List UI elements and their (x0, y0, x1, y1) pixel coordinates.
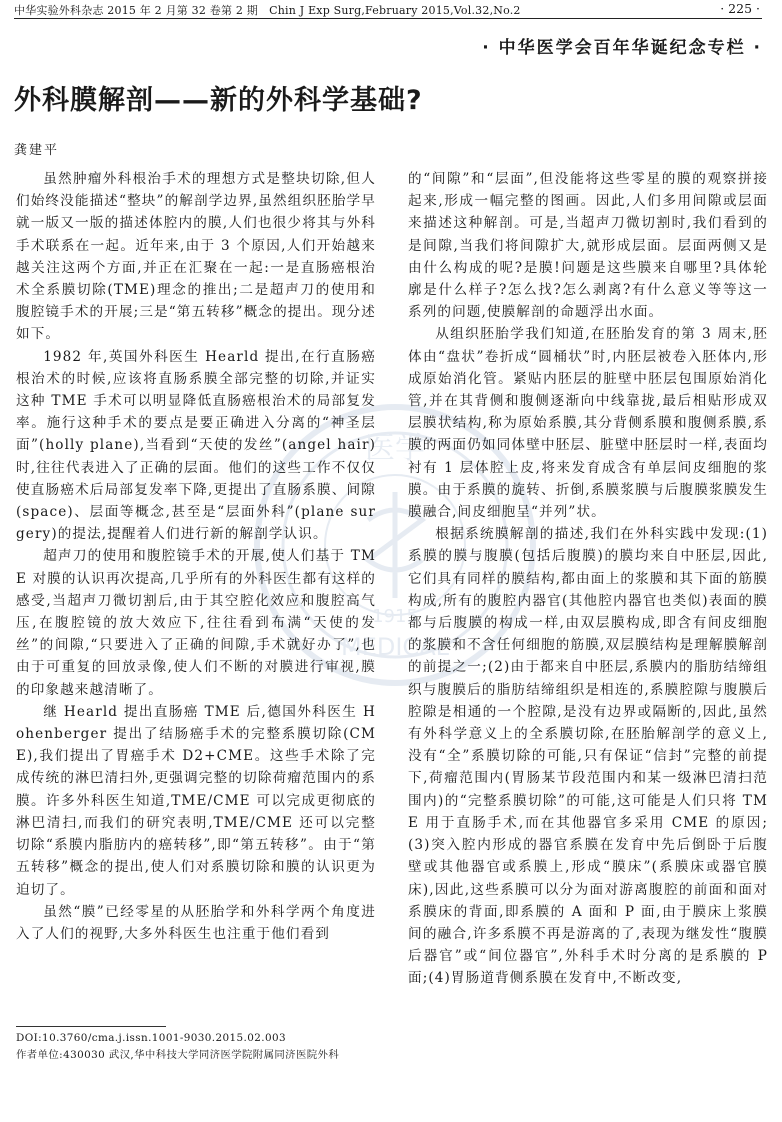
column-banner: · 中华医学会百年华诞纪念专栏 · (482, 38, 762, 58)
article-author: 龚建平 (14, 143, 60, 158)
watermark-bottom-text: MEDICAL (341, 633, 449, 661)
body-paragraph: 虽然“膜”已经零星的从胚胎学和外科学两个角度进入了人们的视野,大多外科医生也注重于他们看到 (16, 903, 376, 942)
journal-header: 中华实验外科杂志 2015 年 2 月第 32 卷第 2 期 Chin J Exp Surg,February 2015,Vol.32,No.2 (14, 4, 521, 17)
article-title: 外科膜解剖——新的外科学基础? (14, 85, 423, 116)
right-column (408, 168, 768, 990)
body-paragraph: 的“间隙”和“层面”,但没能将这些零星的膜的观察拼接起来,形成一幅完整的图画。因此,人们多用间隙或层面来描述这种解剖。可是,当超声刀微切割时,我们看到的是间隙,当我们将间隙扩大,就形成层面。层面两侧又是由什么构成的呢?是膜!问题是这些膜来自哪里?具体轮廓是什么样子?怎么找?怎么剥离?有什么意义等等这一系列的问题,使膜解剖的命题浮出水面。 (408, 171, 768, 321)
body-paragraph: 根据系统膜解剖的描述,我们在外科实践中发现:(1)系膜的膜与腹膜(包括后腹膜)的膜均来自中胚层,因此,它们具有同样的膜结构,都由面上的浆膜和其下面的筋膜构成,所有的腹腔内器官(其他腔内器官也类似)表面的膜都与后腹膜的构成一样,由双层膜构成,即含有间皮细胞的浆膜和不含任何细胞的筋膜,双层膜结构是理解膜解剖的前提之一;(2)由于都来自中胚层,系膜内的脂肪结缔组织与腹膜后的脂肪结缔组织是相连的,系膜腔隙与腹膜后腔隙是相通的一个腔隙,是没有边界或隔断的,因此,虽然有外科学意义上的全系膜切除,在胚胎解剖学的意义上,没有“全”系膜切除的可能,只有保证“信封”完整的前提下,荷瘤范围内(胃肠某节段范围内和某一级淋巴清扫范围内)的“完整系膜切除”的可能,这可能是人们只将 TME 用于直肠手术,而在其他器官多采用 CME 的原因;(3)突入腔内形成的器官系膜在发育中先后倒卧于后腹壁或其他器官或系膜上,形成“膜床”(系膜床或器官膜床),因此,这些系膜可以分为面对游离腹腔的前面和面对系膜床的背面,即系膜的 A 面和 P 面,由于膜床上浆膜间的融合,许多系膜不再是游离的了,表现为继发性“腹膜后器官”或“间位器官”,外科手术时分离的是系膜的 P 面;(4)胃肠道背侧系膜在发育中,不断改变, (408, 526, 768, 987)
footnotes (16, 1030, 376, 1064)
watermark-year: 1915 (372, 606, 418, 627)
body-paragraph: 1982 年,英国外科医生 Hearld 提出,在行直肠癌根治术的时候,应该将直肠系膜全部完整的切除,并证实这种 TME 手术可以明显降低直肠癌根治术的局部复发率。施行这种手术的要点是要正确进入分离的“神圣层面”(holly plane),当看到“天使的发丝”(angel hair)时,往往代表进入了正确的层面。他们的这些工作不仅仅使直肠癌术后局部复发率下降,更提出了直肠系膜、间隙(space)、层面等概念,甚至是“层面外科”(plane surgery)的提法,提醒着人们进行新的解剖学认识。 (16, 348, 376, 543)
footnote-rule (16, 1026, 166, 1027)
body-paragraph: 虽然肿瘤外科根治手术的理想方式是整块切除,但人们始终没能描述“整块”的解剖学边界,虽然组织胚胎学早就一版又一版的描述体腔内的膜,人们也很少将其与外科手术联系在一起。近年来,由于 3 个原因,人们开始越来越关注这两个方面,并正在汇聚在一起:一是直肠癌根治术全系膜切除(TME)理念的推出;二是超声刀的使用和腹腔镜手术的开展;三是“第五转移”概念的提出。现分述如下。 (16, 171, 376, 343)
body-paragraph: 超声刀的使用和腹腔镜手术的开展,使人们基于 TME 对膜的认识再次提高,几乎所有的外科医生都有这样的感受,当超声刀微切割后,由于其空腔化效应和腹腔高气压,在腹腔镜的放大效应下,往往看到布满“天使的发丝”的间隙,“只要进入了正确的间隙,手术就好办了”,也由于可重复的回放录像,使人们不断的对膜进行审视,膜的印象越来越清晰了。 (16, 548, 376, 698)
body-paragraph: 从组织胚胎学我们知道,在胚胎发育的第 3 周末,胚体由“盘状”卷折成“圆桶状”时,内胚层被卷入胚体内,形成原始消化管。紧贴内胚层的脏壁中胚层包围原始消化管,并在其背侧和腹侧逐渐向中线靠拢,最后相贴形成双层膜状结构,称为原始系膜,其分背侧系膜和腹侧系膜,系膜的两面仍如同体壁中胚层、脏壁中胚层时一样,表面均衬有 1 层体腔上皮,将来发育成含有单层间皮细胞的浆膜。由于系膜的旋转、折倒,系膜浆膜与后腹膜浆膜发生膜融合,间皮细胞呈“并列”状。 (408, 326, 768, 521)
affiliation-footnote: 作者单位:430030 武汉,华中科技大学同济医学院附属同济医院外科 (16, 1049, 340, 1061)
body-paragraph: 继 Hearld 提出直肠癌 TME 后,德国外科医生 Hohenberger 提出了结肠癌手术的完整系膜切除(CME),我们提出了胃癌手术 D2+CME。这些手术除了完成传统的淋巴清扫外,更强调完整的切除荷瘤范围内的系膜。许多外科医生知道,TME/CME 可以完成更彻底的淋巴清扫,而我们的研究表明,TME/CME 还可以完整切除“系膜内脂肪内的癌转移”,即“第五转移”。由于“第五转移”概念的提出,使人们对系膜切除和膜的认识更为迫切了。 (16, 703, 376, 898)
left-column (16, 168, 376, 945)
page-number: · 225 · (720, 1, 760, 16)
header-rule (14, 18, 762, 19)
watermark-top-text: 医学 (365, 431, 425, 466)
doi-footnote: DOI:10.3760/cma.j.issn.1001-9030.2015.02.003 (16, 1032, 287, 1044)
